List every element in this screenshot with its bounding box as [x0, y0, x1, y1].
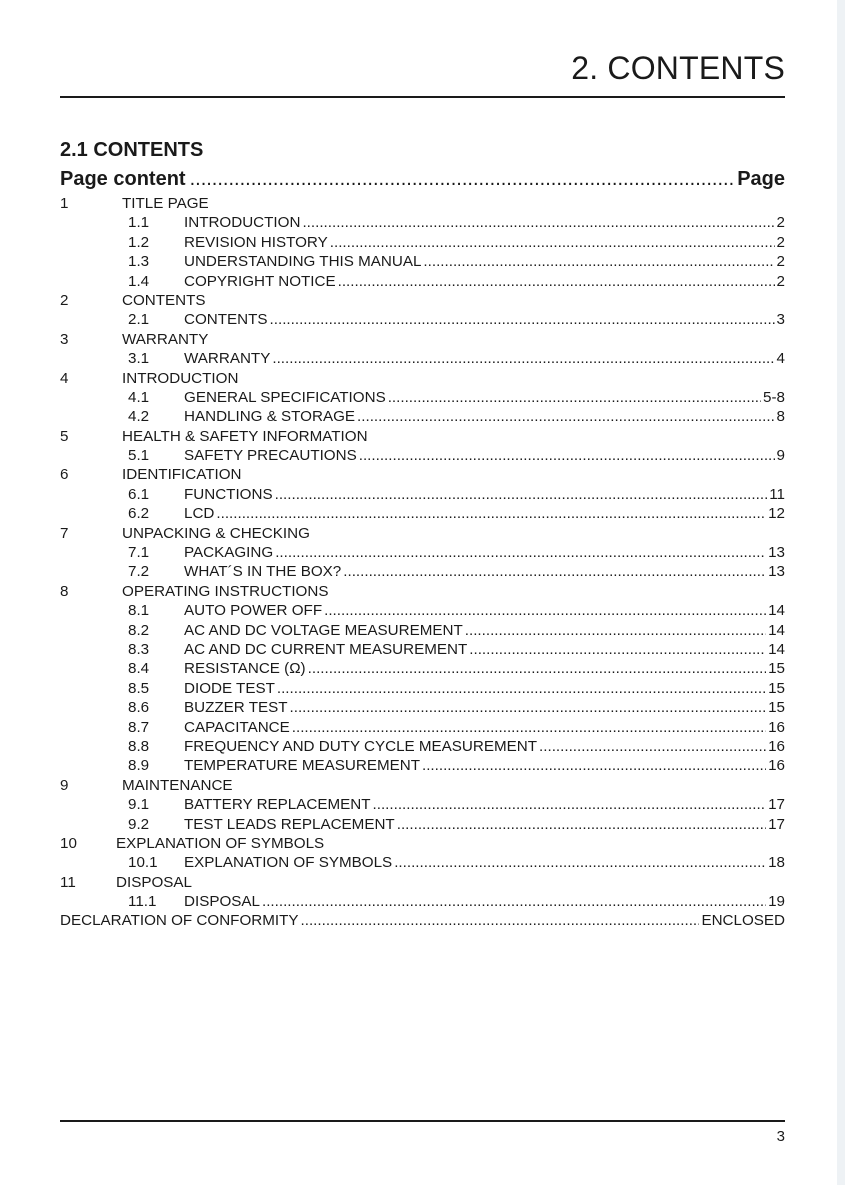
entry-number: 9.1: [128, 796, 150, 814]
entry-title: BUZZER TEST: [184, 699, 288, 717]
entry-page-number: 5-8: [763, 388, 785, 406]
entry-page-number: 15: [768, 660, 785, 678]
toc-entry: [60, 601, 785, 620]
page-header-title: 2. CONTENTS: [571, 50, 785, 86]
entry-number: 8.5: [128, 679, 150, 697]
toc-entry: [60, 485, 785, 504]
page-content-label: Page content: [60, 168, 186, 190]
entry-page-number: 13: [768, 544, 785, 562]
chapter-number: 6: [60, 466, 69, 484]
entry-number: 1.4: [128, 272, 150, 290]
chapter-title: EXPLANATION OF SYMBOLS: [116, 834, 325, 852]
toc-chapter: [60, 465, 785, 484]
dot-leader: [277, 679, 766, 698]
entry-number: 8.1: [128, 602, 150, 620]
entry-page-number: 2: [776, 253, 785, 271]
dot-leader: [302, 213, 774, 232]
toc-chapter: [60, 330, 785, 349]
entry-title: RESISTANCE (Ω): [184, 660, 306, 678]
toc-entry: [60, 388, 785, 407]
entry-title: CONTENTS: [184, 311, 268, 329]
entry-number: 6.1: [128, 485, 150, 503]
toc-entry: [60, 756, 785, 775]
entry-number: 8.9: [128, 757, 150, 775]
chapter-title: WARRANTY: [122, 330, 209, 348]
entry-number: 3.1: [128, 350, 150, 368]
toc-chapter: [60, 194, 785, 213]
page-label: Page: [737, 168, 785, 190]
toc-chapter: [60, 369, 785, 388]
chapter-number: 10: [60, 834, 77, 852]
chapter-number: 8: [60, 582, 69, 600]
entry-title: DISPOSAL: [184, 893, 260, 911]
chapter-number: 5: [60, 427, 69, 445]
entry-title: WHAT´S IN THE BOX?: [184, 563, 342, 581]
dot-leader: [394, 853, 766, 872]
toc-column-header: [60, 168, 785, 194]
entry-number: 8.7: [128, 718, 150, 736]
chapter-title: IDENTIFICATION: [122, 466, 242, 484]
chapter-title: UNPACKING & CHECKING: [122, 524, 310, 542]
toc-entry: [60, 446, 785, 465]
entry-page-number: 12: [768, 505, 785, 523]
toc-entry: [60, 504, 785, 523]
entry-page-number: 8: [776, 408, 785, 426]
entry-page-number: 15: [768, 699, 785, 717]
dot-leader: [324, 601, 766, 620]
page-edge: [837, 0, 845, 1185]
toc-entry: [60, 349, 785, 368]
chapter-number: 2: [60, 291, 69, 309]
dot-leader: [292, 718, 766, 737]
toc-entry: [60, 233, 785, 252]
toc-chapter: [60, 873, 785, 892]
entry-page-number: 15: [768, 679, 785, 697]
chapter-number: 3: [60, 330, 69, 348]
section-title: 2.1 CONTENTS: [60, 139, 204, 161]
dot-leader: [357, 407, 775, 426]
dot-leader: [262, 892, 766, 911]
dot-leader: [423, 252, 774, 271]
entry-number: 8.6: [128, 699, 150, 717]
entry-page-number: 14: [768, 640, 785, 658]
toc-entry: [60, 272, 785, 291]
entry-title: EXPLANATION OF SYMBOLS: [184, 854, 393, 872]
entry-title: BATTERY REPLACEMENT: [184, 796, 371, 814]
chapter-title: MAINTENANCE: [122, 776, 233, 794]
entry-page-number: 14: [768, 602, 785, 620]
declaration-title: DECLARATION OF CONFORMITY: [60, 912, 299, 930]
entry-number: 8.8: [128, 737, 150, 755]
entry-title: PACKAGING: [184, 544, 274, 562]
chapter-number: 9: [60, 776, 69, 794]
entry-number: 4.2: [128, 408, 150, 426]
entry-title: TEST LEADS REPLACEMENT: [184, 815, 395, 833]
toc-entry: [60, 679, 785, 698]
toc-chapter: [60, 582, 785, 601]
toc-entry: [60, 892, 785, 911]
entry-page-number: 3: [776, 311, 785, 329]
dot-leader: [301, 911, 700, 930]
entry-page-number: 2: [776, 233, 785, 251]
chapter-title: INTRODUCTION: [122, 369, 239, 387]
entry-page-number: 19: [768, 893, 785, 911]
entry-title: GENERAL SPECIFICATIONS: [184, 388, 386, 406]
entry-number: 7.1: [128, 544, 150, 562]
toc-chapter: [60, 427, 785, 446]
entry-page-number: 16: [768, 757, 785, 775]
dot-leader: [359, 446, 775, 465]
table-of-contents: [60, 194, 785, 931]
entry-page-number: 2: [776, 214, 785, 232]
toc-entry: [60, 252, 785, 271]
toc-entry: [60, 795, 785, 814]
dot-leader: [388, 388, 761, 407]
dot-leader: [308, 659, 766, 678]
entry-title: REVISION HISTORY: [184, 233, 328, 251]
entry-page-number: 17: [768, 815, 785, 833]
chapter-number: 4: [60, 369, 69, 387]
chapter-number: 11: [60, 873, 76, 891]
toc-chapter: [60, 524, 785, 543]
entry-number: 8.2: [128, 621, 150, 639]
toc-entry: [60, 737, 785, 756]
entry-title: AC AND DC CURRENT MEASUREMENT: [184, 640, 468, 658]
toc-entry: [60, 815, 785, 834]
footer-rule: [60, 1120, 785, 1122]
chapter-title: DISPOSAL: [116, 873, 192, 891]
chapter-title: TITLE PAGE: [122, 195, 209, 212]
toc-entry: [60, 853, 785, 872]
entry-title: UNDERSTANDING THIS MANUAL: [184, 253, 422, 271]
entry-title: HANDLING & STORAGE: [184, 408, 356, 426]
entry-title: DIODE TEST: [184, 679, 275, 697]
dot-leader: [469, 640, 766, 659]
toc-entry: [60, 621, 785, 640]
entry-number: 7.2: [128, 563, 150, 581]
chapter-title: CONTENTS: [122, 291, 206, 309]
entry-number: 1.2: [128, 233, 150, 251]
entry-title: LCD: [184, 505, 215, 523]
entry-page-number: 9: [776, 447, 785, 465]
entry-page-number: 16: [768, 718, 785, 736]
dot-leader: [465, 621, 766, 640]
chapter-number: 1: [60, 195, 69, 212]
entry-number: 5.1: [128, 447, 150, 465]
entry-page-number: 11: [769, 485, 785, 503]
toc-entry: [60, 310, 785, 329]
entry-number: 1.1: [128, 214, 150, 232]
toc-chapter: [60, 834, 785, 853]
entry-title: FUNCTIONS: [184, 485, 273, 503]
entry-number: 9.2: [128, 815, 150, 833]
dot-leader: [290, 698, 767, 717]
chapter-number: 7: [60, 524, 69, 542]
entry-title: CAPACITANCE: [184, 718, 290, 736]
toc-entry: [60, 562, 785, 581]
entry-title: WARRANTY: [184, 350, 271, 368]
entry-page-number: 2: [776, 272, 785, 290]
dot-leader: [343, 562, 766, 581]
dot-leader: [275, 485, 768, 504]
toc-entry: [60, 640, 785, 659]
header-rule: [60, 96, 785, 98]
toc-chapter: [60, 776, 785, 795]
toc-entry: [60, 659, 785, 678]
toc-chapter: [60, 291, 785, 310]
dot-leader: [397, 815, 766, 834]
entry-number: 6.2: [128, 505, 150, 523]
entry-number: 11.1: [128, 893, 157, 911]
dot-leader: [330, 233, 775, 252]
dot-leader: [272, 349, 774, 368]
chapter-title: OPERATING INSTRUCTIONS: [122, 582, 329, 600]
chapter-title: HEALTH & SAFETY INFORMATION: [122, 427, 368, 445]
toc-entry: [60, 698, 785, 717]
entry-page-number: 14: [768, 621, 785, 639]
toc-entry: [60, 213, 785, 232]
entry-page-number: 18: [768, 854, 785, 872]
toc-entry: [60, 543, 785, 562]
entry-number: 1.3: [128, 253, 150, 271]
toc-entry: [60, 407, 785, 426]
entry-number: 8.4: [128, 660, 150, 678]
entry-number: 2.1: [128, 311, 150, 329]
dot-leader: [373, 795, 767, 814]
dot-leader: [275, 543, 766, 562]
entry-number: 4.1: [128, 388, 150, 406]
footer-page-number: 3: [776, 1128, 785, 1145]
dot-leader: [270, 310, 775, 329]
entry-page-number: 13: [768, 563, 785, 581]
declaration-page: ENCLOSED: [701, 912, 785, 930]
dot-leader: [216, 504, 766, 523]
toc-entry: [60, 718, 785, 737]
entry-title: SAFETY PRECAUTIONS: [184, 447, 357, 465]
entry-title: INTRODUCTION: [184, 214, 301, 232]
entry-page-number: 4: [776, 350, 785, 368]
dot-leader: [338, 272, 775, 291]
entry-page-number: 17: [768, 796, 785, 814]
entry-number: 8.3: [128, 640, 150, 658]
dot-leader: [539, 737, 766, 756]
entry-number: 10.1: [128, 854, 158, 872]
entry-title: COPYRIGHT NOTICE: [184, 272, 336, 290]
entry-page-number: 16: [768, 737, 785, 755]
entry-title: AUTO POWER OFF: [184, 602, 323, 620]
entry-title: FREQUENCY AND DUTY CYCLE MEASUREMENT: [184, 737, 538, 755]
toc-declaration-entry: [60, 911, 785, 930]
entry-title: TEMPERATURE MEASUREMENT: [184, 757, 420, 775]
entry-title: AC AND DC VOLTAGE MEASUREMENT: [184, 621, 463, 639]
dot-leader: [190, 168, 734, 191]
dot-leader: [422, 756, 766, 775]
